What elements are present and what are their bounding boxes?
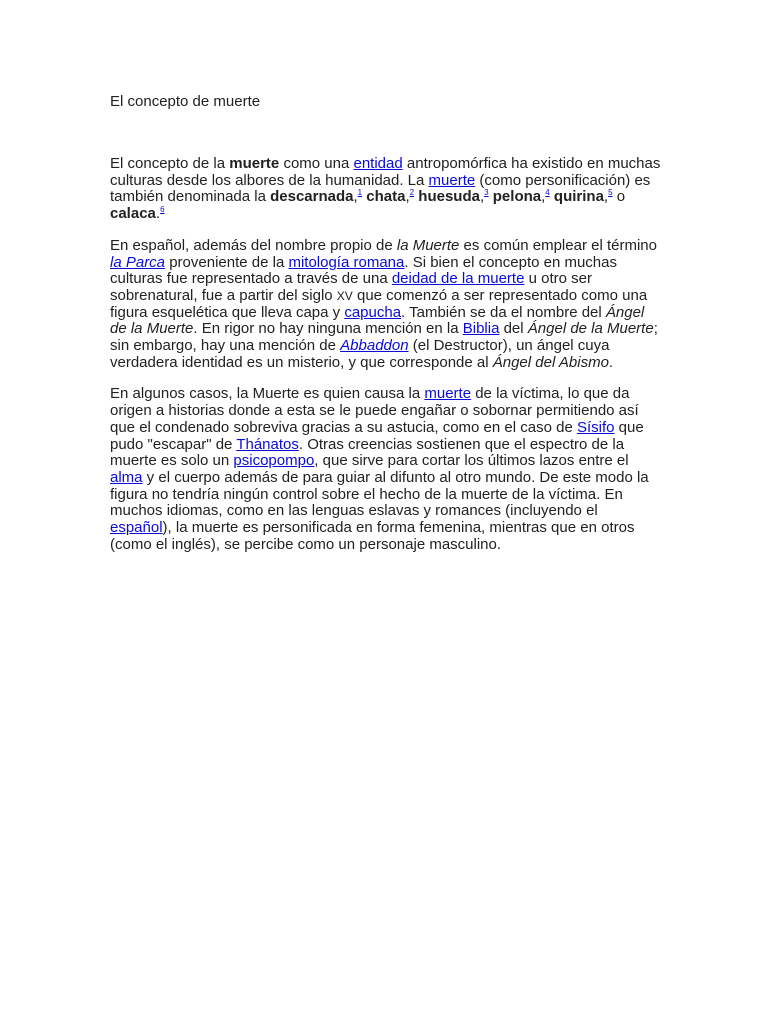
link-la-parca-label[interactable]: la Parca: [110, 253, 166, 271]
document-title: El concepto de muerte: [110, 93, 261, 110]
link-muerte[interactable]: muerte: [424, 385, 472, 403]
bold-term-huesuda: huesuda: [418, 188, 480, 206]
footnote-ref-3[interactable]: [484, 188, 488, 197]
text: y el cuerpo además de para guiar al difunto al otro mundo. De este modo la figura no tendría ningún control sobre el hecho de la muerte de la víctima. En muchos idiomas, como en las lenguas eslavas y romances (incluyendo el: [110, 468, 649, 520]
text: , que sirve para cortar los últimos lazos entre el: [314, 452, 629, 470]
link-espanol[interactable]: español: [110, 519, 163, 537]
text: . También se da el nombre del: [401, 303, 606, 321]
footnote-ref-2[interactable]: [410, 188, 414, 197]
bold-term-descarnada: descarnada: [270, 188, 354, 206]
text: En español, además del nombre propio de: [110, 236, 397, 254]
link-sisifo[interactable]: Sísifo: [576, 418, 615, 436]
bold-term-quirina: quirina: [553, 188, 604, 206]
footnote-link-2[interactable]: 2: [409, 188, 415, 198]
text: En algunos casos, la Muerte es quien causa la: [110, 385, 425, 403]
text: (el Destructor), un ángel cuya verdadera identidad es un misterio, y que corresponde al: [110, 337, 610, 371]
text: que comenzó a ser representado como una figura esquelética que lleva capa y: [110, 286, 648, 321]
italic-term: Ángel de la Muerte: [527, 320, 654, 338]
text: es común emplear el término: [459, 236, 657, 254]
bold-term-pelona: pelona: [492, 188, 542, 206]
footnote-ref-1[interactable]: [358, 188, 362, 197]
text: antropomórfica ha existido en muchas culturas desde los albores de la humanidad. La: [110, 155, 661, 189]
text: ), la muerte es personificada en forma femenina, mientras que en otros (como el inglés), se percibe como un personaje masculino.: [110, 519, 635, 553]
italic-term: Ángel del Abismo: [492, 353, 609, 371]
link-psicopompo[interactable]: psicopompo: [233, 452, 315, 470]
text: .: [608, 353, 614, 371]
text: u otro ser sobrenatural, fue a partir del siglo: [110, 270, 592, 304]
text: El concepto de la: [110, 155, 230, 172]
link-deidad-de-la-muerte[interactable]: deidad de la muerte: [391, 270, 525, 288]
text: . Si bien el concepto en muchas culturas fue representado a través de una: [110, 253, 617, 288]
link-biblia[interactable]: Biblia: [462, 320, 500, 338]
text: de la víctima, lo que da origen a historias donde a esta se le puede engañar o sobornar permitiendo así que el condenado sobreviva gracias a su astucia, como en el caso de: [110, 385, 639, 436]
footnote-link-1[interactable]: 1: [357, 188, 363, 198]
paragraph-1: El concepto de la muerte como una entidad antropomórfica ha existido en muchas culturas desde los albores de la humanidad. La muerte (como personificación) es también denominada la descarnada,$^1$ chata,$^2$ huesuda,$^3$ pelona,$^4$ quirina,$^5$ o calaca.$^6$: [110, 155, 661, 223]
footnote-link-5[interactable]: 5: [608, 188, 613, 198]
italic-term: Ángel de la Muerte: [110, 303, 645, 338]
text: . En rigor no hay ninguna mención en la: [193, 320, 463, 338]
italic-term: la Muerte: [396, 236, 460, 254]
bold-term-muerte: muerte: [229, 155, 280, 172]
text: ; sin embargo, hay una mención de: [110, 320, 658, 355]
text: del: [499, 320, 528, 338]
link-abbaddon[interactable]: [340, 337, 408, 354]
link-thanatos[interactable]: Thánatos: [236, 435, 299, 453]
link-alma[interactable]: alma: [110, 468, 143, 486]
link-la-parca[interactable]: [110, 254, 165, 271]
link-mitologia-romana[interactable]: mitología romana: [288, 253, 405, 271]
link-capucha[interactable]: capucha: [344, 303, 402, 321]
footnote-ref-4[interactable]: [545, 188, 549, 197]
bold-term-chata: chata: [366, 188, 406, 206]
footnote-link-6[interactable]: 6: [160, 205, 165, 215]
document-page: [110, 93, 662, 568]
footnote-link-3[interactable]: 3: [484, 188, 489, 198]
text: o: [612, 188, 626, 206]
link-entidad[interactable]: entidad: [353, 155, 403, 172]
footnote-ref-6[interactable]: [160, 205, 164, 214]
bold-term-calaca: calaca: [110, 205, 156, 223]
paragraph-2: [110, 238, 662, 372]
text: como una: [279, 155, 354, 172]
century-numeral: XV: [336, 288, 353, 303]
footnote-link-4[interactable]: 4: [545, 188, 550, 198]
text: proveniente de la: [165, 253, 289, 271]
link-abbaddon-label[interactable]: Abbaddon: [340, 337, 409, 355]
text: . Otras creencias sostienen que el espectro de la muerte es solo un: [110, 435, 625, 470]
paragraph-3: [110, 386, 662, 553]
text: (como personificación) es también denominada la: [110, 171, 651, 206]
text: que pudo "escapar" de: [110, 418, 644, 453]
link-muerte[interactable]: muerte: [428, 171, 476, 189]
